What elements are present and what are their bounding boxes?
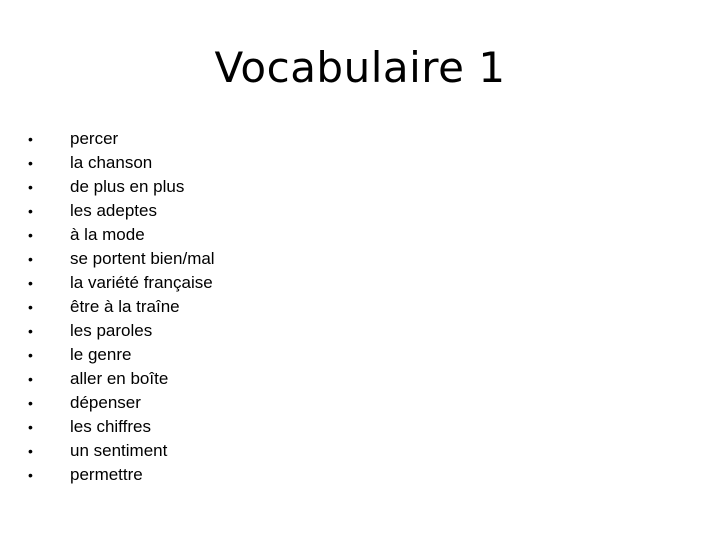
- bullet-icon: •: [28, 323, 33, 339]
- vocab-term: les chiffres: [70, 417, 151, 436]
- vocab-term: la variété française: [70, 273, 213, 292]
- bullet-icon: •: [28, 395, 33, 411]
- bullet-icon: •: [28, 131, 33, 147]
- bullet-icon: •: [28, 179, 33, 195]
- vocab-term: les paroles: [70, 321, 153, 340]
- bullet-icon: •: [28, 467, 33, 483]
- vocab-term: aller en boîte: [70, 369, 169, 388]
- bullet-icon: •: [28, 347, 33, 363]
- vocab-term: les adeptes: [70, 201, 157, 220]
- slide-title: [0, 38, 720, 98]
- vocab-term: percer: [70, 129, 119, 148]
- vocab-term: un sentiment: [70, 441, 168, 460]
- bullet-icon: •: [28, 419, 33, 435]
- vocab-term: se portent bien/mal: [70, 249, 215, 268]
- vocab-term: la chanson: [70, 153, 153, 172]
- bullet-icon: •: [28, 299, 33, 315]
- vocab-term: de plus en plus: [70, 177, 185, 196]
- bullet-icon: •: [28, 443, 33, 459]
- bullet-icon: •: [28, 371, 33, 387]
- vocab-term: être à la traîne: [70, 297, 180, 316]
- vocab-term: le genre: [70, 345, 132, 364]
- bullet-icon: •: [28, 251, 33, 267]
- vocab-term: permettre: [70, 465, 143, 484]
- bullet-icon: •: [28, 155, 33, 171]
- bullet-icon: •: [28, 203, 33, 219]
- bullet-icon: •: [28, 227, 33, 243]
- vocab-term: à la mode: [70, 225, 145, 244]
- vocab-term: dépenser: [70, 393, 141, 412]
- bullet-icon: •: [28, 275, 33, 291]
- slide-title-text: Vocabulaire 1: [214, 43, 506, 92]
